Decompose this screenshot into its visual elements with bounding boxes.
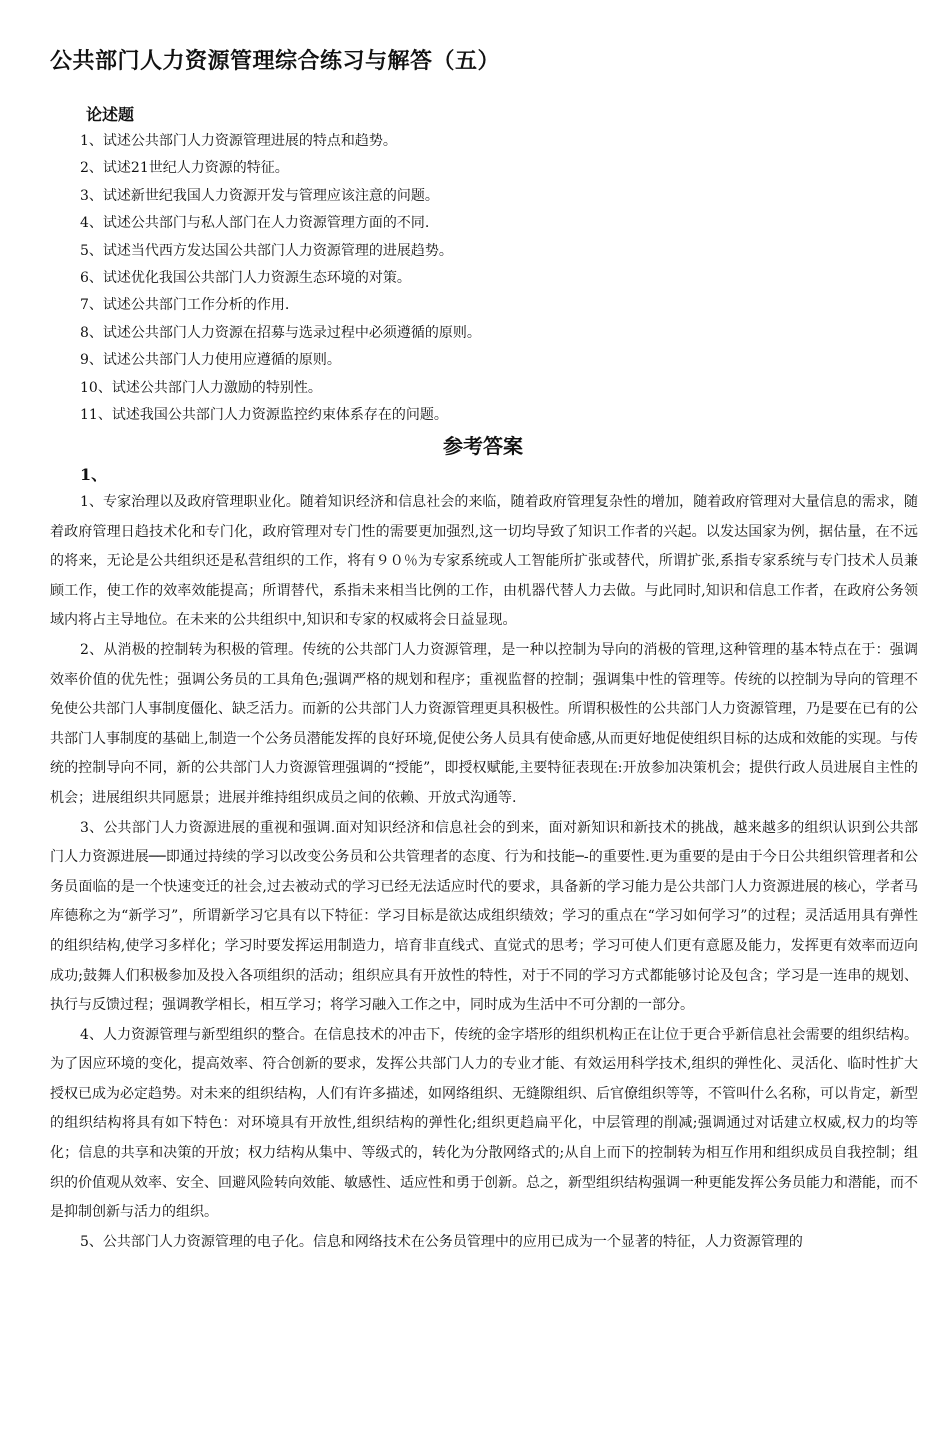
question-item: 9、试述公共部门人力使用应遵循的原则。 xyxy=(80,352,341,369)
answer-body xyxy=(50,488,918,1257)
question-item: 2、试述21世纪人力资源的特征。 xyxy=(80,160,289,177)
question-item: 6、试述优化我国公共部门人力资源生态环境的对策。 xyxy=(80,270,411,287)
question-item: 3、试述新世纪我国人力资源开发与管理应该注意的问题。 xyxy=(80,187,439,204)
question-item: 8、试述公共部门人力资源在招募与选录过程中必须遵循的原则。 xyxy=(80,324,481,341)
document-title: 公共部门人力资源管理综合练习与解答（五） xyxy=(50,49,501,74)
question-item: 7、试述公共部门工作分析的作用. xyxy=(80,297,290,314)
question-list xyxy=(80,128,481,429)
answer-number: 1、 xyxy=(80,465,108,484)
answers-title: 参考答案 xyxy=(443,434,523,458)
answer-paragraph: 4、人力资源管理与新型组织的整合。在信息技术的冲击下，传统的金字塔形的组织机构正在让位于更合乎新信息社会需要的组织结构。为了因应环境的变化，提高效率、符合创新的要求，发挥公共部门人力的专业才能、有效运用科学技术,组织的弹性化、灵活化、临时性扩大授权已成为必定趋势。对未来的组织结构，人们有许多描述，如网络组织、无缝隙组织、后官僚组织等等，不管叫什么名称，可以肯定，新型的组织结构将具有如下特色：对环境具有开放性,组织结构的弹性化;组织更趋扁平化，中层管理的削减;强调通过对话建立权威,权力的均等化；信息的共享和决策的开放；权力结构从集中、等级式的，转化为分散网络式的;从自上而下的控制转为相互作用和组织成员自我控制；组织的价值观从效率、安全、回避风险转向效能、敏感性、适应性和勇于创新。总之，新型组织结构强调一种更能发挥公务员能力和潜能，而不是抑制创新与活力的组织。 xyxy=(50,1026,918,1221)
question-item: 11、试述我国公共部门人力资源监控约束体系存在的问题。 xyxy=(80,407,448,424)
answer-paragraph: 3、公共部门人力资源进展的重视和强调.面对知识经济和信息社会的到来，面对新知识和新技术的挑战，越来越多的组织认识到公共部门人力资源进展──即通过持续的学习以改变公务员和公共管理者的态度、行为和技能─-的重要性.更为重要的是由于今日公共组织管理者和公务员面临的是一个快速变迁的社会,过去被动式的学习已经无法适应时代的要求，具备新的学习能力是公共部门人力资源进展的核心，学者马库德称之为“新学习”，所谓新学习它具有以下特征：学习目标是欲达成组织绩效；学习的重点在“学习如何学习”的过程；灵活适用具有弹性的组织结构,使学习多样化；学习时要发挥运用制造力，培育非直线式、直觉式的思考；学习可使人们更有意愿及能力，发挥更有效率而迈向成功;鼓舞人们积极参加及投入各项组织的活动；组织应具有开放性的特性，对于不同的学习方式都能够讨论及包含；学习是一连串的规划、执行与反馈过程；强调教学相长，相互学习；将学习融入工作之中，同时成为生活中不可分割的一部分。 xyxy=(50,819,918,1014)
question-item: 5、试述当代西方发达国公共部门人力资源管理的进展趋势。 xyxy=(80,242,453,259)
section-title-essay-questions: 论述题 xyxy=(86,105,135,124)
answer-paragraph: 1、专家治理以及政府管理职业化。随着知识经济和信息社会的来临，随着政府管理复杂性的增加，随着政府管理对大量信息的需求，随着政府管理日趋技术化和专门化，政府管理对专门性的需要更加强烈,这一切均导致了知识工作者的兴起。以发达国家为例，据估量，在不远的将来，无论是公共组织还是私营组织的工作，将有９０％为专家系统或人工智能所扩张或替代，所谓扩张,系指专家系统与专门技术人员兼顾工作，使工作的效率效能提高；所谓替代，系指未来相当比例的工作，由机器代替人力去做。与此同时,知识和信息工作者，在政府公务领域内将占主导地位。在未来的公共组织中,知识和专家的权威将会日益显现。 xyxy=(50,494,918,629)
answer-paragraph: 2、从消极的控制转为积极的管理。传统的公共部门人力资源管理，是一种以控制为导向的消极的管理,这种管理的基本特点在于：强调效率价值的优先性；强调公务员的工具角色;强调严格的规划和程序；重视监督的控制；强调集中性的管理等。传统的以控制为导向的管理不免使公共部门人事制度僵化、缺乏活力。而新的公共部门人力资源管理更具积极性。所谓积极性的公共部门人力资源管理，乃是要在已有的公共部门人事制度的基础上,制造一个公务员潜能发挥的良好环境,促使公务人员具有使命感,从而更好地促使组织目标的达成和效能的实现。与传统的控制导向不同，新的公共部门人力资源管理强调的“授能”，即授权赋能,主要特征表现在:开放参加决策机会；提供行政人员进展自主性的机会；进展组织共同愿景；进展并维持组织成员之间的依赖、开放式沟通等. xyxy=(50,641,918,806)
answer-paragraph: 5、公共部门人力资源管理的电子化。信息和网络技术在公务员管理中的应用已成为一个显著的特征，人力资源管理的 xyxy=(80,1233,803,1250)
question-item: 10、试述公共部门人力激励的特别性。 xyxy=(80,379,322,396)
question-item: 4、试述公共部门与私人部门在人力资源管理方面的不同. xyxy=(80,215,430,232)
question-item: 1、试述公共部门人力资源管理进展的特点和趋势。 xyxy=(80,133,397,149)
